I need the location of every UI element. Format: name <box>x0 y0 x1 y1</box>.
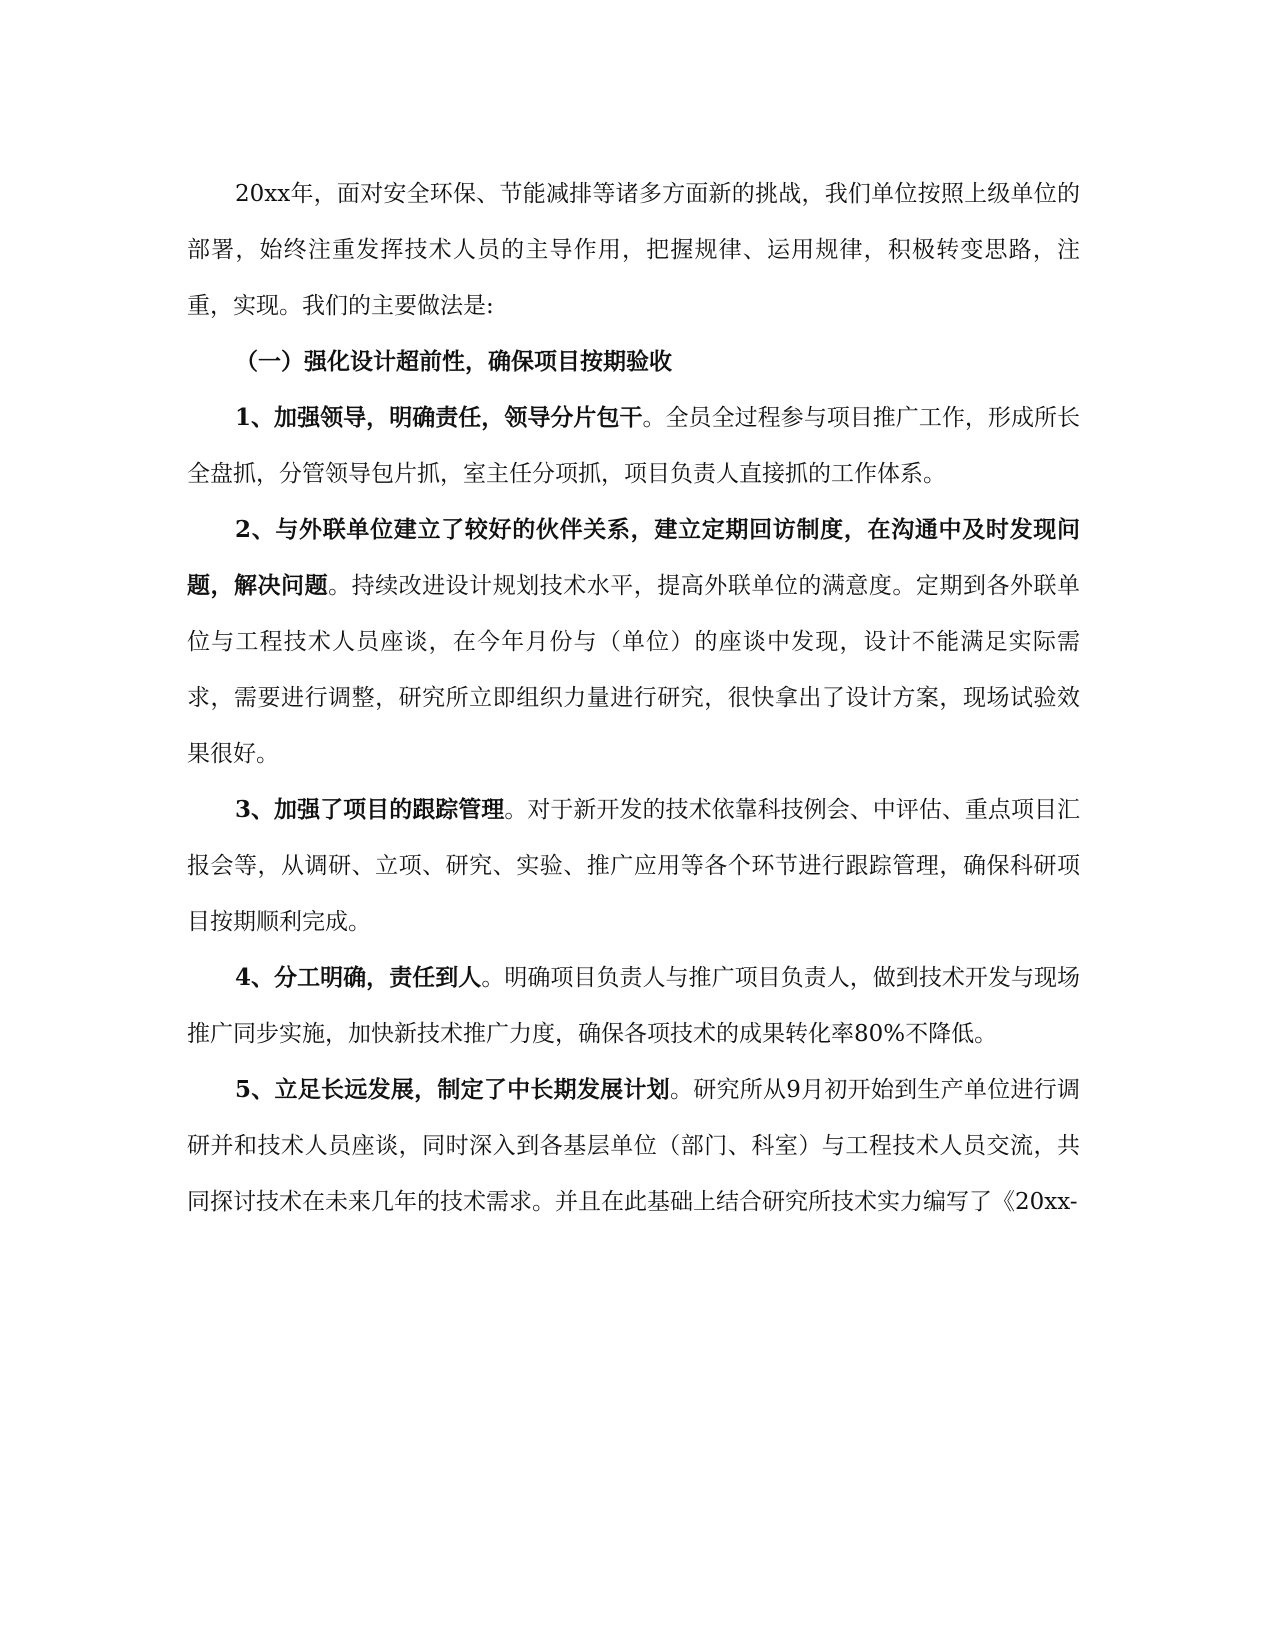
item-paragraph-2 <box>187 502 1080 782</box>
item-body-4: 。明确项目负责人与推广项目负责人，做到技术开发与现场推广同步实施，加快新技术推广力度，确保各项技术的成果转化率80%不降低。 <box>187 965 1080 1047</box>
intro-paragraph: 20xx年，面对安全环保、节能减排等诸多方面新的挑战，我们单位按照上级单位的部署，始终注重发挥技术人员的主导作用，把握规律、运用规律，积极转变思路，注重，实现。我们的主要做法是: <box>187 181 1080 319</box>
item-paragraph-5 <box>187 1062 1080 1230</box>
document-body <box>187 166 1080 1230</box>
section-heading: （一）强化设计超前性，确保项目按期验收 <box>235 348 672 375</box>
item-body-3: 。对于新开发的技术依靠科技例会、中评估、重点项目汇报会等，从调研、立项、研究、实验、推广应用等各个环节进行跟踪管理，确保科研项目按期顺利完成。 <box>187 797 1080 935</box>
item-paragraph-4 <box>187 950 1080 1062</box>
item-body-1: 。全员全过程参与项目推广工作，形成所长全盘抓，分管领导包片抓，室主任分项抓，项目负责人直接抓的工作体系。 <box>187 405 1080 487</box>
item-paragraph-3 <box>187 782 1080 950</box>
item-lead-3: 3、加强了项目的跟踪管理 <box>235 796 505 823</box>
item-body-2: 。持续改进设计规划技术水平，提高外联单位的满意度。定期到各外联单位与工程技术人员座谈，在今年月份与（单位）的座谈中发现，设计不能满足实际需求，需要进行调整，研究所立即组织力量进行研究，很快拿出了设计方案，现场试验效果很好。 <box>187 573 1081 767</box>
item-lead-5: 5、立足长远发展，制定了中长期发展计划 <box>235 1076 670 1103</box>
item-lead-1: 1、加强领导，明确责任，领导分片包干 <box>235 404 643 431</box>
item-lead-4: 4、分工明确，责任到人 <box>235 964 482 991</box>
item-lead-2: 2、与外联单位建立了较好的伙伴关系，建立定期回访制度，在沟通中及时发现问题，解决问题 <box>187 516 1080 599</box>
item-body-5: 。研究所从9月初开始到生产单位进行调研并和技术人员座谈，同时深入到各基层单位（部门、科室）与工程技术人员交流，共同探讨技术在未来几年的技术需求。并且在此基础上结合研究所技术实力编写了《20xx- <box>187 1077 1080 1215</box>
item-paragraph-1 <box>187 390 1080 502</box>
